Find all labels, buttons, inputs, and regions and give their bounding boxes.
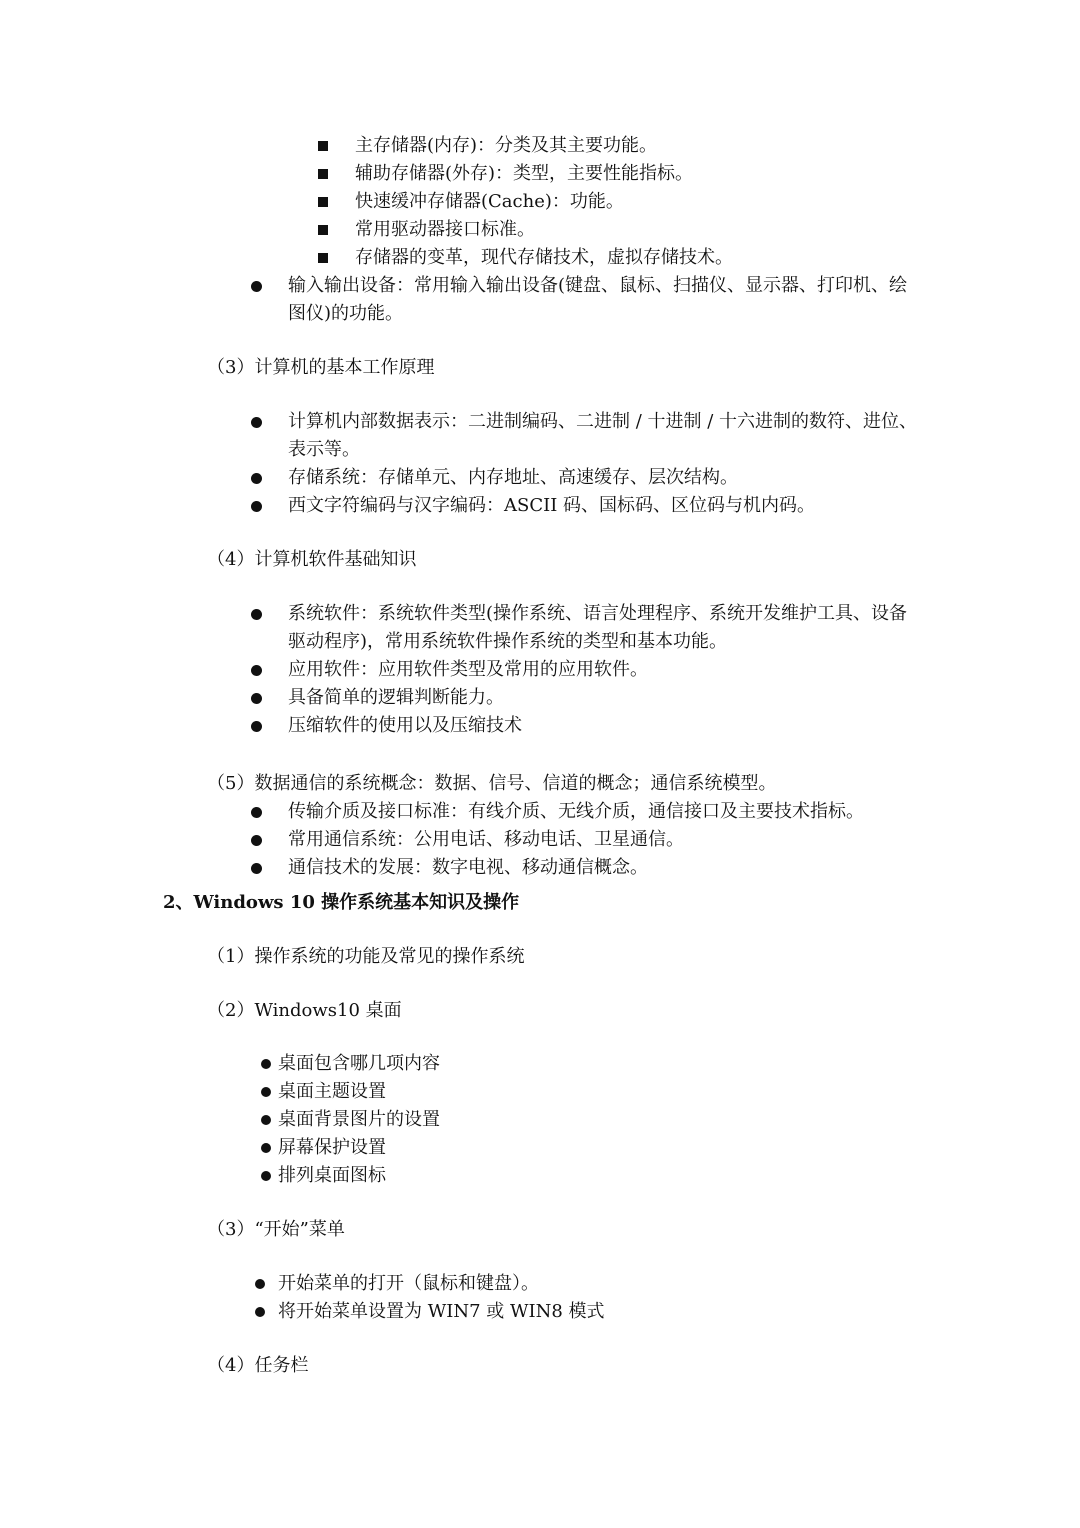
bullet-icon: [261, 1171, 271, 1181]
bullet-icon: [251, 807, 262, 818]
bullet-icon: [261, 1087, 271, 1097]
storage-item: 常用驱动器接口标准。: [355, 219, 535, 240]
square-bullet-icon: [318, 225, 328, 235]
section-4-heading: （4）计算机软件基础知识: [207, 549, 417, 570]
chapter-2-heading-3: （3）“开始”菜单: [207, 1219, 345, 1240]
bullet-icon: [255, 1307, 265, 1317]
chapter-2-heading-2: （2）Windows10 桌面: [207, 1000, 402, 1021]
storage-item: 存储器的变革，现代存储技术，虚拟存储技术。: [355, 247, 733, 268]
io-item-line1: 输入输出设备：常用输入输出设备(键盘、鼠标、扫描仪、显示器、打印机、绘: [288, 275, 908, 296]
bullet-icon: [251, 835, 262, 846]
square-bullet-icon: [318, 197, 328, 207]
s3-bullet-2: 存储系统：存储单元、内存地址、高速缓存、层次结构。: [288, 467, 738, 488]
section-5-heading: （5）数据通信的系统概念：数据、信号、信道的概念；通信系统模型。: [207, 773, 777, 794]
s3-bullet-1-line2: 表示等。: [288, 439, 360, 460]
s4-bullet-4: 压缩软件的使用以及压缩技术: [288, 715, 522, 736]
desktop-item: 桌面包含哪几项内容: [278, 1053, 440, 1074]
bullet-icon: [261, 1115, 271, 1125]
desktop-item: 桌面主题设置: [278, 1081, 386, 1102]
s4-bullet-1-line1: 系统软件：系统软件类型(操作系统、语言处理程序、系统开发维护工具、设备: [288, 603, 908, 624]
bullet-icon: [251, 693, 262, 704]
s4-bullet-1-line2: 驱动程序)，常用系统软件操作系统的类型和基本功能。: [288, 631, 728, 652]
storage-item: 主存储器(内存)：分类及其主要功能。: [355, 135, 658, 156]
io-item-line2: 图仪)的功能。: [288, 303, 404, 324]
bullet-icon: [261, 1059, 271, 1069]
s4-bullet-3: 具备简单的逻辑判断能力。: [288, 687, 504, 708]
s5-bullet-1: 传输介质及接口标准：有线介质、无线介质，通信接口及主要技术指标。: [288, 801, 864, 822]
chapter-2-heading-4: （4）任务栏: [207, 1355, 309, 1376]
bullet-icon: [251, 417, 262, 428]
bullet-icon: [251, 863, 262, 874]
bullet-icon: [251, 665, 262, 676]
desktop-item: 屏幕保护设置: [278, 1137, 386, 1158]
bullet-icon: [251, 501, 262, 512]
square-bullet-icon: [318, 169, 328, 179]
s5-bullet-2: 常用通信系统：公用电话、移动电话、卫星通信。: [288, 829, 684, 850]
bullet-icon: [251, 281, 262, 292]
bullet-icon: [255, 1279, 265, 1289]
chapter-2-heading-1: （1）操作系统的功能及常见的操作系统: [207, 946, 525, 967]
s3-bullet-3: 西文字符编码与汉字编码：ASCII 码、国标码、区位码与机内码。: [288, 495, 816, 516]
storage-item: 辅助存储器(外存)：类型，主要性能指标。: [355, 163, 694, 184]
bullet-icon: [251, 473, 262, 484]
storage-item: 快速缓冲存储器(Cache)：功能。: [355, 191, 624, 212]
s5-bullet-3: 通信技术的发展：数字电视、移动通信概念。: [288, 857, 648, 878]
bullet-icon: [251, 721, 262, 732]
square-bullet-icon: [318, 253, 328, 263]
start-menu-item: 开始菜单的打开（鼠标和键盘）。: [278, 1273, 539, 1294]
bullet-icon: [251, 609, 262, 620]
desktop-item: 排列桌面图标: [278, 1165, 386, 1186]
section-3-heading: （3）计算机的基本工作原理: [207, 357, 435, 378]
start-menu-item: 将开始菜单设置为 WIN7 或 WIN8 模式: [278, 1301, 605, 1322]
bullet-icon: [261, 1143, 271, 1153]
square-bullet-icon: [318, 141, 328, 151]
s4-bullet-2: 应用软件：应用软件类型及常用的应用软件。: [288, 659, 648, 680]
s3-bullet-1-line1: 计算机内部数据表示：二进制编码、二进制 / 十进制 / 十六进制的数符、进位、: [288, 411, 918, 432]
desktop-item: 桌面背景图片的设置: [278, 1109, 440, 1130]
chapter-2-title: 2、Windows 10 操作系统基本知识及操作: [163, 892, 520, 913]
